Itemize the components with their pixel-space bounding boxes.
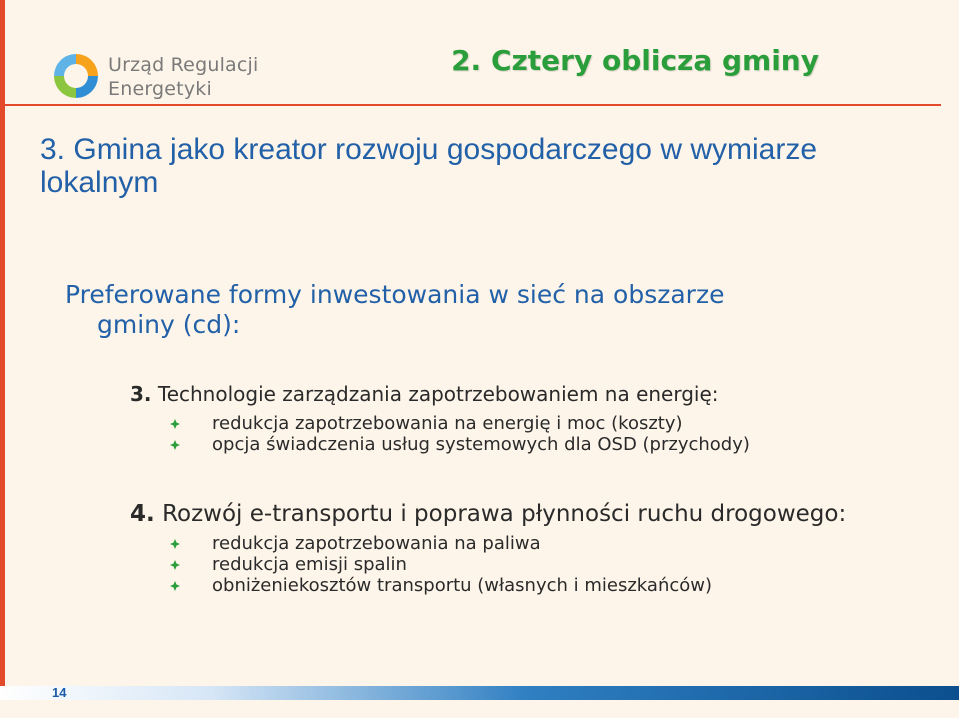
subheading <box>65 280 885 340</box>
title-divider <box>5 104 941 106</box>
subheading-line2: gminy (cd): <box>97 310 241 339</box>
section-3 <box>130 381 750 455</box>
diamond-bullet-icon <box>170 560 180 570</box>
section-4-title <box>130 501 846 527</box>
diamond-bullet-icon <box>170 419 180 429</box>
list-item <box>130 575 846 596</box>
left-accent-bar <box>0 0 5 686</box>
diamond-bullet-icon <box>170 539 180 549</box>
list-item-text: redukcja zapotrzebowania na paliwa <box>212 533 541 554</box>
section-4-number: 4. <box>130 501 155 527</box>
slide-title: 2. Cztery oblicza gminy <box>451 44 819 77</box>
section-3-title <box>130 381 750 407</box>
list-item <box>130 533 846 554</box>
diamond-bullet-icon <box>170 440 180 450</box>
main-heading: 3. Gmina jako kreator rozwoju gospodarczego w wymiarze lokalnym <box>40 133 817 199</box>
footer-bar <box>0 686 959 700</box>
diamond-bullet-icon <box>170 581 180 591</box>
section-4 <box>130 501 846 596</box>
list-item <box>130 554 846 575</box>
list-item-text: redukcja emisji spalin <box>212 554 407 575</box>
section-4-list <box>130 533 846 596</box>
section-4-title-text: Rozwój e-transportu i poprawa płynności ruchu drogowego: <box>162 501 847 527</box>
section-3-number: 3. <box>130 382 152 406</box>
section-3-list <box>130 413 750 455</box>
ure-logo <box>50 50 270 106</box>
section-3-title-text: Technologie zarządzania zapotrzebowaniem na energię: <box>157 382 719 406</box>
list-item-text: obniżeniekosztów transportu (własnych i mieszkańców) <box>212 575 713 596</box>
list-item <box>130 434 750 455</box>
list-item <box>130 413 750 434</box>
page-number: 14 <box>52 685 67 700</box>
list-item-text: opcja świadczenia usług systemowych dla OSD (przychody) <box>212 434 750 455</box>
list-item-text: redukcja zapotrzebowania na energię i moc (koszty) <box>212 413 683 434</box>
logo-text-line2: Energetyki <box>108 78 212 100</box>
ure-logo-icon <box>50 50 102 102</box>
logo-text-line1: Urząd Regulacji <box>108 54 259 76</box>
subheading-line1: Preferowane formy inwestowania w sieć na obszarze <box>65 280 725 309</box>
